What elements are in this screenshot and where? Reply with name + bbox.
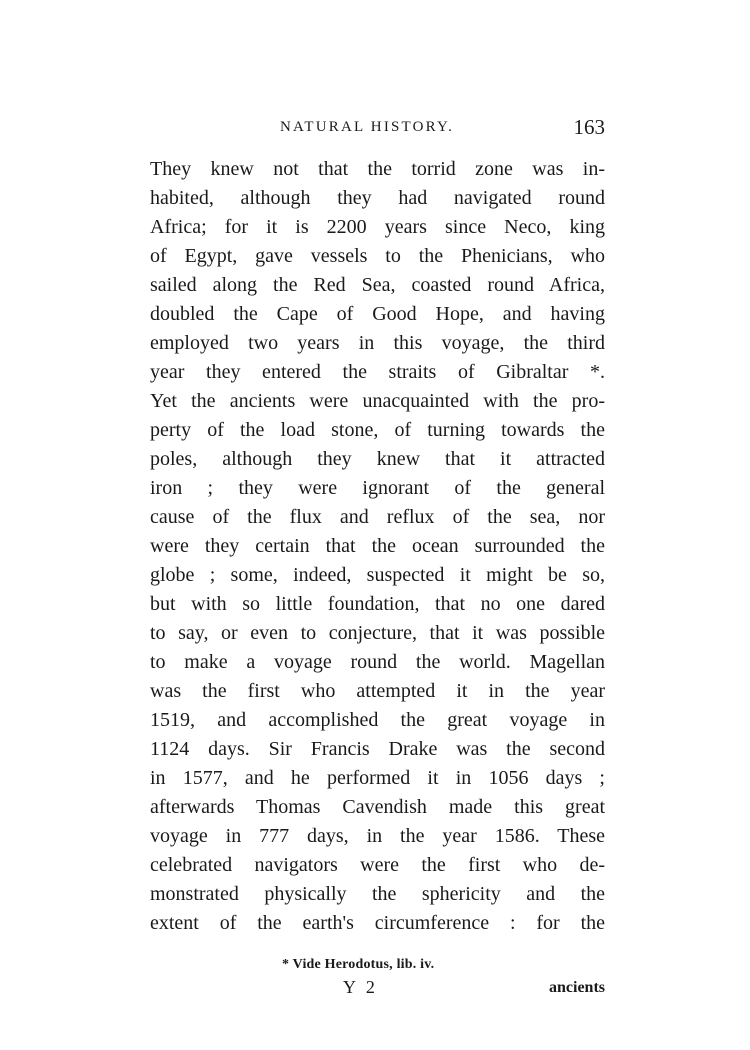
text-line: in 1577, and he performed it in 1056 days ; [150,767,605,789]
text-line: year they entered the straits of Gibraltar *. [150,361,605,383]
text-line: habited, although they had navigated round [150,187,605,209]
text-line: voyage in 777 days, in the year 1586. These [150,825,605,847]
footnote: * Vide Herodotus, lib. iv. [282,957,435,972]
running-head [150,111,605,143]
catchword: ancients [549,979,605,996]
text-line: 1519, and accomplished the great voyage in [150,709,605,731]
text-line: They knew not that the torrid zone was in- [150,158,605,180]
text-line: to say, or even to conjecture, that it was possible [150,622,605,644]
running-title: NATURAL HISTORY. [280,119,455,135]
page-number: 163 [573,115,605,139]
text-line: was the first who attempted it in the year [150,680,605,702]
text-line: but with so little foundation, that no one dared [150,593,605,615]
text-line: iron ; they were ignorant of the general [150,477,605,499]
text-line: doubled the Cape of Good Hope, and having [150,303,605,325]
text-line: afterwards Thomas Cavendish made this great [150,796,605,818]
text-line: employed two years in this voyage, the third [150,332,605,354]
text-line: poles, although they knew that it attracted [150,448,605,470]
text-line: extent of the earth's circumference : for the [150,912,605,934]
text-line: monstrated physically the sphericity and the [150,883,605,905]
text-line: Yet the ancients were unacquainted with the pro- [150,390,605,412]
text-line: sailed along the Red Sea, coasted round Africa, [150,274,605,296]
text-line: of Egypt, gave vessels to the Phenicians, who [150,245,605,267]
text-line: 1124 days. Sir Francis Drake was the second [150,738,605,760]
text-line: globe ; some, indeed, suspected it might be so, [150,564,605,586]
text-line: cause of the flux and reflux of the sea, nor [150,506,605,528]
text-line: celebrated navigators were the first who de- [150,854,605,876]
body-text [150,155,605,938]
text-line: to make a voyage round the world. Magellan [150,651,605,673]
signature-mark: Y 2 [343,977,378,997]
text-line: Africa; for it is 2200 years since Neco, king [150,216,605,238]
text-line: perty of the load stone, of turning towards the [150,419,605,441]
text-line: were they certain that the ocean surrounded the [150,535,605,557]
